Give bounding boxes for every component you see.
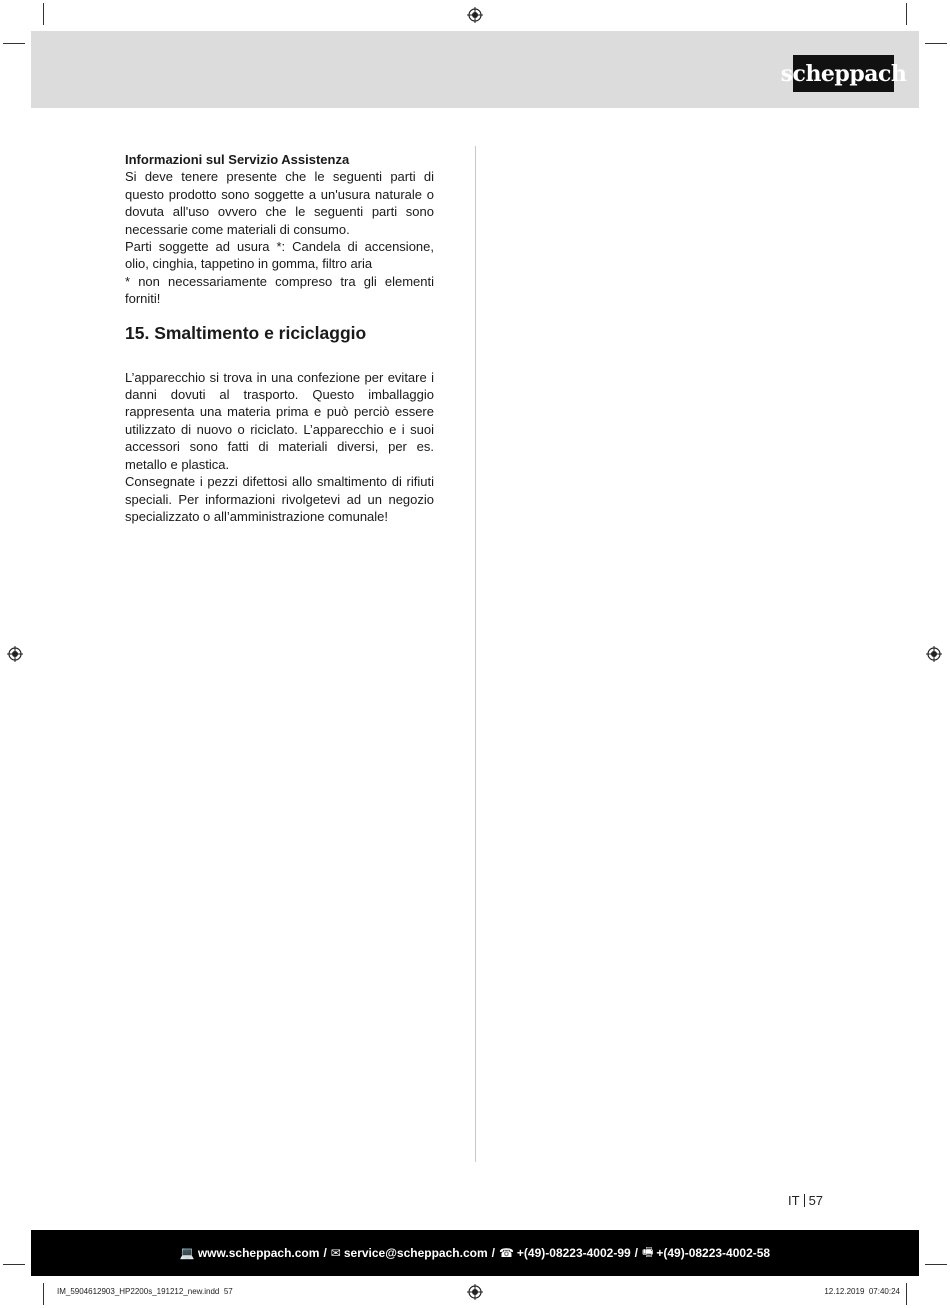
page-number-value: 57: [808, 1193, 824, 1208]
phone-number: +(49)-08223-4002-99: [516, 1246, 631, 1260]
crop-mark: [906, 1283, 907, 1305]
service-paragraph: Si deve tenere presente che le seguenti parti di questo prodotto sono soggette a un'usura naturale o dovuta all'uso ovvero che le seguenti parti sono necessarie come materiali di consumo.: [125, 169, 434, 237]
slug-filename: IM_5904612903_HP2200s_191212_new.indd: [57, 1287, 220, 1296]
fax-icon: 🖷: [642, 1244, 654, 1259]
computer-icon: 💻: [179, 1246, 195, 1260]
crop-mark: [43, 3, 44, 25]
registration-mark-icon: [467, 7, 483, 23]
crop-mark: [906, 3, 907, 25]
footer-separator: /: [323, 1246, 327, 1260]
section-title: 15. Smaltimento e riciclaggio: [125, 322, 367, 343]
mail-icon: ✉: [330, 1246, 341, 1260]
disposal-paragraph: Consegnate i pezzi difettosi allo smaltimento di rifiuti speciali. Per informazioni rivolgetevi ad un negozio specializzato o all’amministrazione comunale!: [125, 474, 434, 524]
crop-mark: [3, 43, 25, 44]
brand-logo: scheppach: [793, 55, 894, 92]
service-heading: Informazioni sul Servizio Assistenza: [125, 152, 350, 167]
service-paragraph: Parti soggette ad usura *: Candela di accensione, olio, cinghia, tappetino in gomma, filtro aria: [125, 239, 434, 272]
crop-mark: [925, 43, 947, 44]
print-slug-timestamp: [824, 1287, 900, 1296]
service-paragraph: * non necessariamente compreso tra gli elementi forniti!: [125, 273, 434, 307]
page-number: [788, 1193, 823, 1208]
content-column: [125, 151, 434, 525]
website-link[interactable]: www.scheppach.com: [197, 1246, 320, 1260]
column-divider: [475, 146, 476, 1162]
registration-mark-icon: [467, 1284, 483, 1300]
registration-mark-icon: [7, 646, 23, 662]
footer-separator: /: [634, 1246, 639, 1260]
print-slug-file: [57, 1287, 233, 1296]
footer-contact-bar: [31, 1230, 919, 1276]
phone-icon: ☎: [498, 1246, 514, 1260]
fax-number: +(49)-08223-4002-58: [656, 1246, 771, 1260]
crop-mark: [3, 1264, 25, 1265]
crop-mark: [925, 1264, 947, 1265]
page-language: IT: [788, 1193, 800, 1208]
slug-time: 07:40:24: [868, 1287, 900, 1296]
footer-separator: /: [491, 1246, 495, 1260]
registration-mark-icon: [926, 646, 942, 662]
email-link[interactable]: service@scheppach.com: [343, 1246, 488, 1260]
slug-page: 57: [223, 1287, 233, 1296]
crop-mark: [43, 1283, 44, 1305]
page-number-separator: [804, 1194, 805, 1207]
disposal-paragraph: L’apparecchio si trova in una confezione per evitare i danni dovuti al trasporto. Questo imballaggio rappresenta una materia prima e può perciò essere utilizzato di nuovo o riciclato. L’apparecchio e i suoi accessori sono fatti di materiali diversi, per es. metallo e plastica.: [125, 369, 434, 472]
slug-date: 12.12.2019: [824, 1287, 865, 1296]
